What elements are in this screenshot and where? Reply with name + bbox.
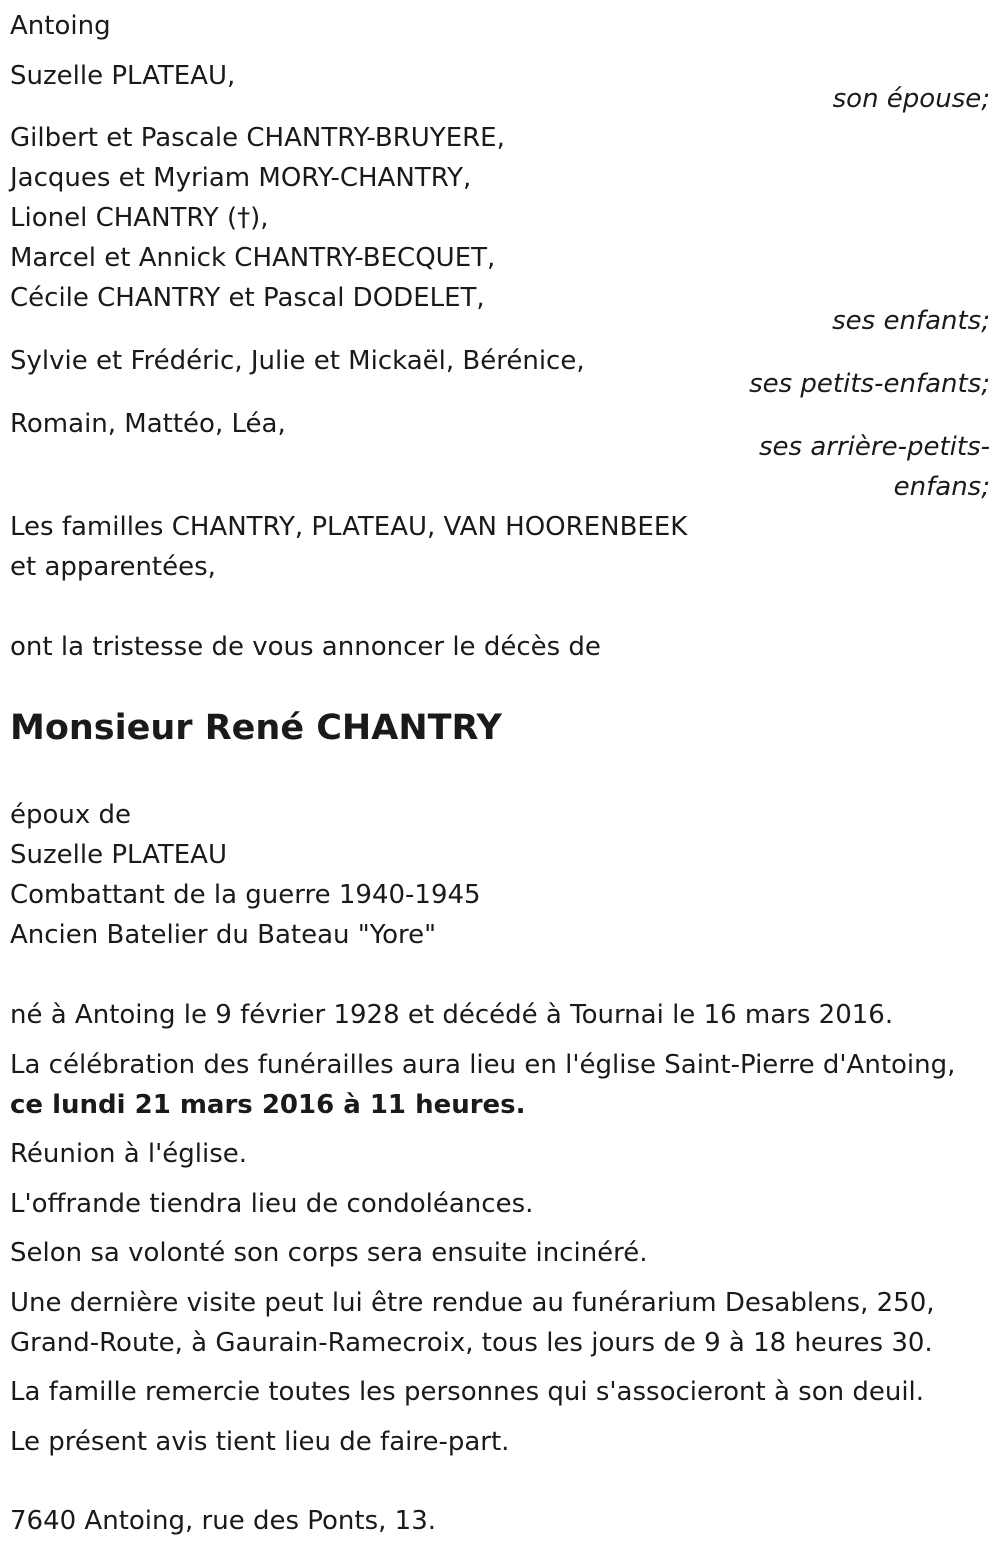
birth-death-text: né à Antoing le 9 février 1928 et décédé à Tournai le 16 mars 2016.	[10, 1000, 894, 1030]
visit-line2: Grand-Route, à Gaurain-Ramecroix, tous les jours de 9 à 18 heures 30.	[10, 1328, 933, 1358]
great-grandchildren-names: Romain, Mattéo, Léa,	[10, 409, 286, 439]
town-heading: Antoing	[10, 11, 111, 41]
offering-text: L'offrande tiendra lieu de condoléances.	[10, 1189, 534, 1219]
notice-text: Le présent avis tient lieu de faire-part.	[10, 1427, 510, 1457]
children-role: ses enfants;	[832, 306, 990, 336]
address-text: 7640 Antoing, rue des Ponts, 13.	[10, 1506, 437, 1536]
detail-line: Suzelle PLATEAU	[10, 840, 227, 870]
deceased-name: Monsieur René CHANTRY	[10, 708, 502, 748]
detail-line: Combattant de la guerre 1940-1945	[10, 880, 481, 910]
announcement-text: ont la tristesse de vous annoncer le décès de	[10, 632, 601, 662]
detail-line: Ancien Batelier du Bateau "Yore"	[10, 920, 437, 950]
great-grandchildren-role-line1: ses arrière-petits-	[759, 432, 990, 462]
reunion-text: Réunion à l'église.	[10, 1139, 248, 1169]
thanks-text: La famille remercie toutes les personnes qui s'associeront à son deuil.	[10, 1377, 925, 1407]
funeral-datetime: ce lundi 21 mars 2016 à 11 heures.	[10, 1090, 526, 1120]
child-name: Jacques et Myriam MORY-CHANTRY,	[10, 163, 472, 193]
spouse-role: son épouse;	[832, 84, 990, 114]
child-name: Gilbert et Pascale CHANTRY-BRUYERE,	[10, 123, 505, 153]
child-name: Marcel et Annick CHANTRY-BECQUET,	[10, 243, 496, 273]
grandchildren-role: ses petits-enfants;	[749, 369, 990, 399]
child-name: Cécile CHANTRY et Pascal DODELET,	[10, 283, 485, 313]
cremation-text: Selon sa volonté son corps sera ensuite incinéré.	[10, 1238, 648, 1268]
detail-line: époux de	[10, 800, 132, 830]
families-line1: Les familles CHANTRY, PLATEAU, VAN HOORENBEEK	[10, 512, 688, 542]
funeral-text: La célébration des funérailles aura lieu en l'église Saint-Pierre d'Antoing,	[10, 1050, 956, 1080]
great-grandchildren-role-line2: enfans;	[893, 472, 990, 502]
spouse-name: Suzelle PLATEAU,	[10, 61, 236, 91]
child-name: Lionel CHANTRY (†),	[10, 203, 269, 233]
families-line2: et apparentées,	[10, 552, 216, 582]
grandchildren-names: Sylvie et Frédéric, Julie et Mickaël, Bérénice,	[10, 346, 585, 376]
visit-line1: Une dernière visite peut lui être rendue au funérarium Desablens, 250,	[10, 1288, 935, 1318]
